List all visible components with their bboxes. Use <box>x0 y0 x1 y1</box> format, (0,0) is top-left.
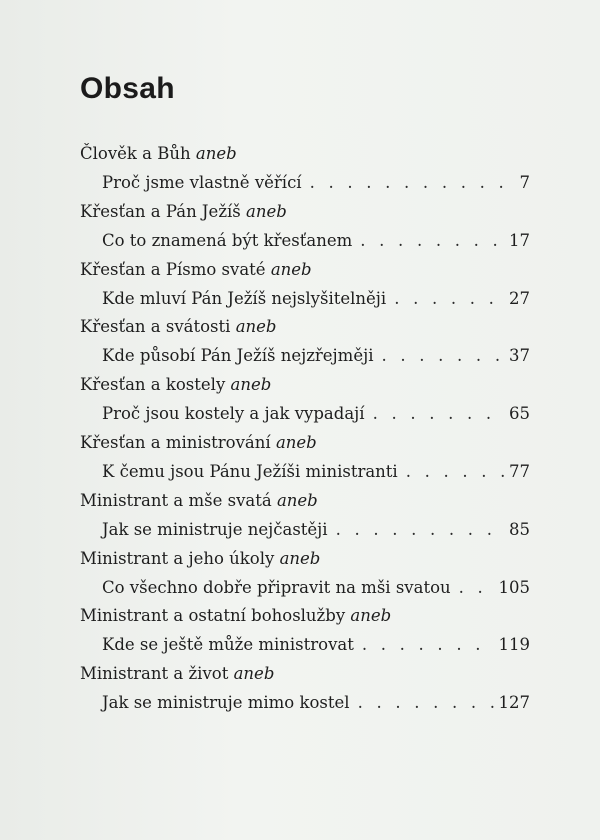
toc-entry <box>80 605 530 663</box>
toc-entry <box>80 316 530 374</box>
toc-entry <box>80 374 530 432</box>
toc-entry-line <box>102 171 530 195</box>
toc-entry-line <box>102 691 530 715</box>
dot-leader <box>362 633 495 657</box>
page-number: 27 <box>509 288 530 308</box>
dot-leader <box>406 460 505 484</box>
toc-entry <box>80 548 530 606</box>
toc-entry-line <box>102 518 530 542</box>
dot-leader <box>381 344 505 368</box>
connector-word: aneb <box>195 144 237 163</box>
toc-entry-heading: Ministrant a ostatní bohoslužby aneb <box>80 606 392 626</box>
toc-entry-subtitle: Proč jsme vlastně věřící <box>102 173 302 192</box>
toc-entry-subtitle: Jak se ministruje nejčastěji <box>102 519 328 539</box>
page-number: 37 <box>509 346 530 366</box>
connector-word: aneb <box>279 548 321 568</box>
toc-entry-heading: Ministrant a život aneb <box>80 664 275 684</box>
toc-entry-heading: Křesťan a ministrování aneb <box>80 432 317 452</box>
page-title: Obsah <box>80 72 175 105</box>
toc-entry-subtitle: Kde mluví Pán Ježíš nejslyšitelněji <box>102 288 387 308</box>
toc-entry-line <box>102 287 530 311</box>
toc-entry-subtitle: Co všechno dobře připravit na mši svatou <box>102 577 451 597</box>
toc-entry <box>80 143 530 201</box>
dot-leader <box>373 402 505 426</box>
toc-entry-subtitle: Proč jsou kostely a jak vypadají <box>102 404 365 424</box>
toc-entry-line <box>102 576 530 600</box>
connector-word: aneb <box>350 606 392 626</box>
toc-entry-subtitle: Co to znamená být křesťanem <box>102 230 353 250</box>
toc-entry-heading: Ministrant a mše svatá aneb <box>80 490 318 510</box>
toc-entry-subtitle: Kde se ještě může ministrovat <box>102 635 354 655</box>
toc-entry-line <box>102 402 530 426</box>
toc-entry <box>80 663 530 721</box>
toc-entry-heading: Člověk a Bůh aneb <box>80 144 237 163</box>
toc-entry <box>80 259 530 317</box>
connector-word: aneb <box>230 375 272 395</box>
toc-entry-heading: Ministrant a jeho úkoly aneb <box>80 548 321 568</box>
connector-word: aneb <box>270 259 312 279</box>
connector-word: aneb <box>276 490 318 510</box>
toc-entry-subtitle: Jak se ministruje mimo kostel <box>102 693 350 713</box>
table-of-contents <box>80 143 530 721</box>
toc-entry-line <box>102 344 530 368</box>
connector-word: aneb <box>235 317 277 337</box>
page-number: 65 <box>509 404 530 424</box>
page-number: 7 <box>519 173 530 192</box>
page-number: 17 <box>509 230 530 250</box>
dot-leader <box>394 287 505 311</box>
toc-entry <box>80 490 530 548</box>
dot-leader <box>358 691 495 715</box>
toc-entry-subtitle: Kde působí Pán Ježíš nejzřejměji <box>102 346 374 366</box>
toc-entry-subtitle: K čemu jsou Pánu Ježíši ministranti <box>102 461 398 481</box>
toc-entry-heading: Křesťan a svátosti aneb <box>80 317 277 337</box>
toc-entry-line <box>102 229 530 253</box>
page-number: 119 <box>498 635 530 655</box>
toc-entry-line <box>102 460 530 484</box>
dot-leader <box>459 576 495 600</box>
toc-entry-heading: Křesťan a Písmo svaté aneb <box>80 259 312 279</box>
page-number: 85 <box>509 519 530 539</box>
page-number: 127 <box>498 693 530 713</box>
toc-entry-heading: Křesťan a Pán Ježíš aneb <box>80 201 287 221</box>
show-through-text <box>190 70 590 116</box>
connector-word: aneb <box>233 664 275 684</box>
connector-word: aneb <box>246 201 287 221</box>
page-number: 105 <box>498 577 530 597</box>
dot-leader <box>360 229 505 253</box>
page-number: 77 <box>509 461 530 481</box>
dot-leader <box>336 518 505 542</box>
toc-entry <box>80 201 530 259</box>
connector-word: aneb <box>275 432 317 452</box>
toc-entry-line <box>102 633 530 657</box>
dot-leader <box>310 171 506 195</box>
toc-entry-heading: Křesťan a kostely aneb <box>80 375 272 395</box>
toc-entry <box>80 432 530 490</box>
